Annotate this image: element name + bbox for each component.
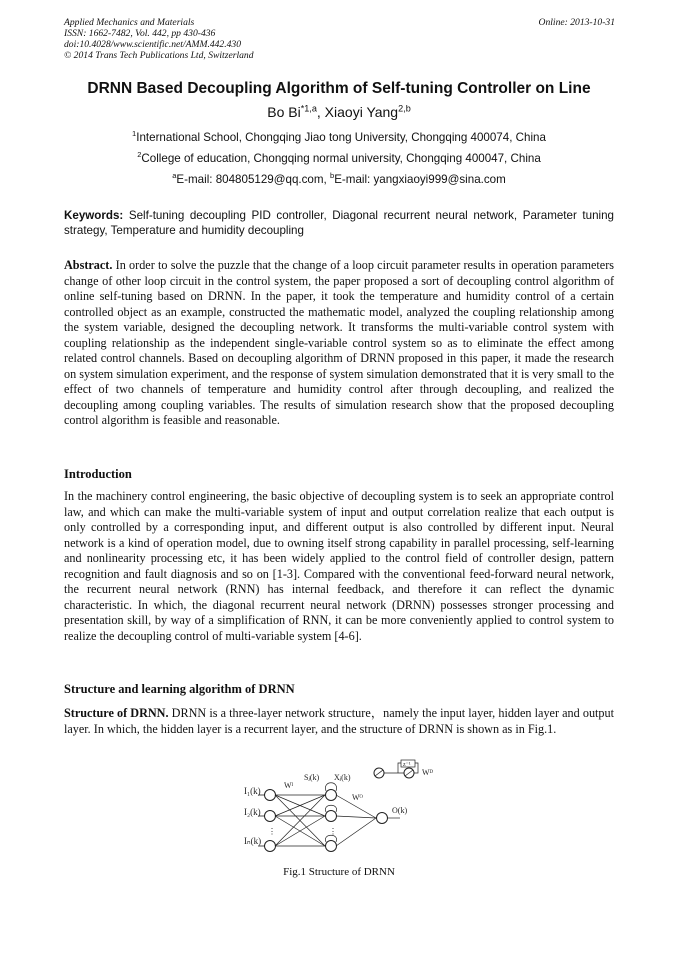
- keywords-block: [64, 208, 614, 238]
- email-a-sup: a: [172, 171, 177, 181]
- wi-label: Wᴵ: [284, 781, 294, 790]
- introduction-heading: Introduction: [64, 467, 132, 481]
- paper-title: DRNN Based Decoupling Algorithm of Self-tuning Controller on Line: [87, 80, 591, 97]
- email-a: E-mail: 804805129@qq.com,: [176, 173, 330, 186]
- affiliation-1-sup: 1: [132, 129, 137, 139]
- journal-header: [64, 17, 254, 61]
- author-2: Xiaoyi Yang: [324, 104, 399, 120]
- author-separator: ,: [316, 104, 325, 120]
- input-node-2: [265, 811, 276, 822]
- copyright-line: © 2014 Trans Tech Publications Ltd, Switzerland: [64, 50, 254, 61]
- input-node-1: [265, 790, 276, 801]
- drnn-diagram: [238, 758, 440, 858]
- abstract-label: Abstract.: [64, 258, 113, 272]
- hidden-output-connections: [336, 795, 400, 846]
- wd-label: Wᴰ: [422, 768, 433, 777]
- author-1-sup: *1,a: [300, 103, 317, 114]
- input-node-n: [265, 841, 276, 852]
- affiliation-1: [0, 131, 678, 144]
- input-hidden-connections: [275, 795, 325, 846]
- hidden-node-n: [326, 841, 337, 852]
- sj-label: Sⱼ(k): [304, 773, 320, 782]
- introduction-paragraph: In the machinery control engineering, the basic objective of decoupling system is to seek an appropriate control law, and which can make the multi-variable system of input and output correlation realize that each output is only controlled by a corresponding input, and different output is also controlled by different input. Neural network is a kind of operation model, due to owning itself strong capability in parallel processing, self-learning and nonlinearity processing etc, it has been widely applied to the control field of controller design, pattern recognition and fault diagnosis and so on [1-3]. Compared with the conventional feed-forward neural network, the recurrent neural network (RNN) has internal feedback, and therefore it can reflect the dynamic characteristic. In which, the diagonal recurrent neural network (DRNN) possesses stronger processing and presentation skill, by way of a simplification of RNN, it can be more conveniently applied to control system to realize the decoupling control of multi-variable system [4-6].: [64, 489, 614, 643]
- affiliation-2-sup: 2: [137, 150, 142, 160]
- input-n-label: Iₙ(k): [244, 836, 262, 846]
- hidden-node-2: [326, 811, 337, 822]
- journal-name: Applied Mechanics and Materials: [64, 17, 195, 28]
- input-2-label: I₂(k): [244, 807, 261, 817]
- drnn-figure: [238, 758, 440, 858]
- online-date: Online: 2013-10-31: [538, 17, 615, 28]
- structure-paragraph: [64, 706, 614, 737]
- output-label: O(k): [392, 806, 408, 815]
- author-line: [0, 104, 678, 120]
- doi-line: doi:10.4028/www.scientific.net/AMM.442.430: [64, 39, 242, 50]
- issn-line: ISSN: 1662-7482, Vol. 442, pp 430-436: [64, 28, 216, 39]
- author-2-sup: 2,b: [398, 103, 411, 114]
- delay-label: z⁻¹: [403, 762, 411, 768]
- keywords-text: Self-tuning decoupling PID controller, Diagonal recurrent neural network, Parameter tuning strategy, Temperature and humidity decoupling: [64, 209, 614, 237]
- xj-label: Xⱼ(k): [334, 773, 351, 782]
- author-1: Bo Bi: [267, 104, 301, 120]
- abstract-text: In order to solve the puzzle that the change of a loop circuit parameter results in operation parameters change of other loop circuit in the control system, the paper proposed a sort of decoupling control algorithm of online self-tuning based on DRNN. In the paper, it took the temperature and humidity control of a certain controlled object as an example, constructed the mathematic model, analyzed the coupling relationship among the system variable, designed the decoupling network. It transforms the multi-variable control system with coupling relationship as the independent single-variable control system so as to eliminate the effect among related control channels. Based on decoupling algorithm of DRNN proposed in this paper, it made the research on system simulation experiment, and the response of system simulation demonstrated that it is very small to the effect of two channels of temperature and humidity control after through decoupling, and realized the decoupling among coupling variables. The results of simulation research show that the proposed decoupling control algorithm is feasible and reasonable.: [64, 258, 614, 427]
- input-1-label: I₁(k): [244, 786, 261, 796]
- output-node: [377, 813, 388, 824]
- structure-heading: Structure and learning algorithm of DRNN: [64, 682, 295, 696]
- wo-label: Wᴼ: [352, 793, 363, 802]
- figure-caption: Fig.1 Structure of DRNN: [283, 866, 395, 878]
- hidden-node-1: [326, 790, 337, 801]
- abstract-paragraph: [64, 258, 614, 429]
- keywords-label: Keywords:: [64, 209, 124, 222]
- svg-text:⋮: ⋮: [329, 827, 337, 836]
- affiliation-2-text: College of education, Chongqing normal university, Chongqing 400047, China: [141, 152, 541, 165]
- svg-text:⋮: ⋮: [268, 827, 276, 836]
- affiliation-2: [0, 152, 678, 165]
- email-line: [0, 173, 678, 186]
- affiliation-1-text: International School, Chongqing Jiao tong University, Chongqing 400074, China: [136, 131, 546, 144]
- structure-text: DRNN is a three-layer network structure，namely the input layer, hidden layer and output layer. In which, the hidden layer is a recurrent layer, and the structure of DRNN is shown as in Fig.1.: [64, 706, 615, 736]
- email-b-sup: b: [329, 171, 335, 181]
- structure-label: Structure of DRNN.: [64, 706, 169, 720]
- email-b: E-mail: yangxiaoyi999@sina.com: [334, 173, 506, 186]
